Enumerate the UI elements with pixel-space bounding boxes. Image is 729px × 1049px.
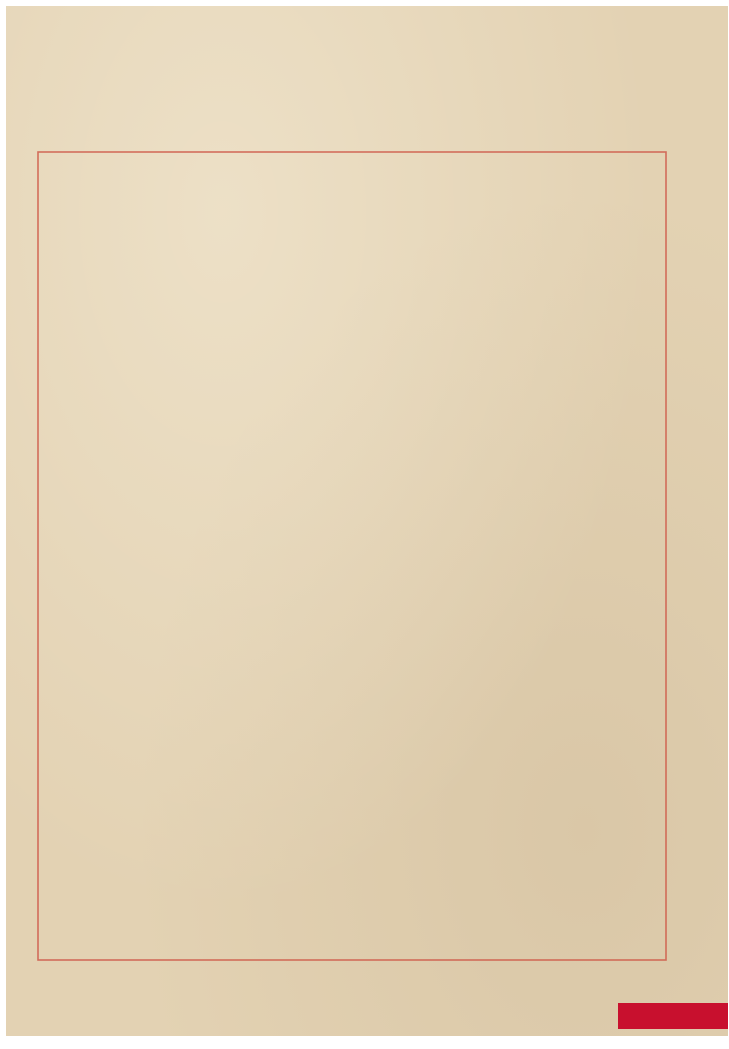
newspaper-logo <box>618 1003 728 1029</box>
